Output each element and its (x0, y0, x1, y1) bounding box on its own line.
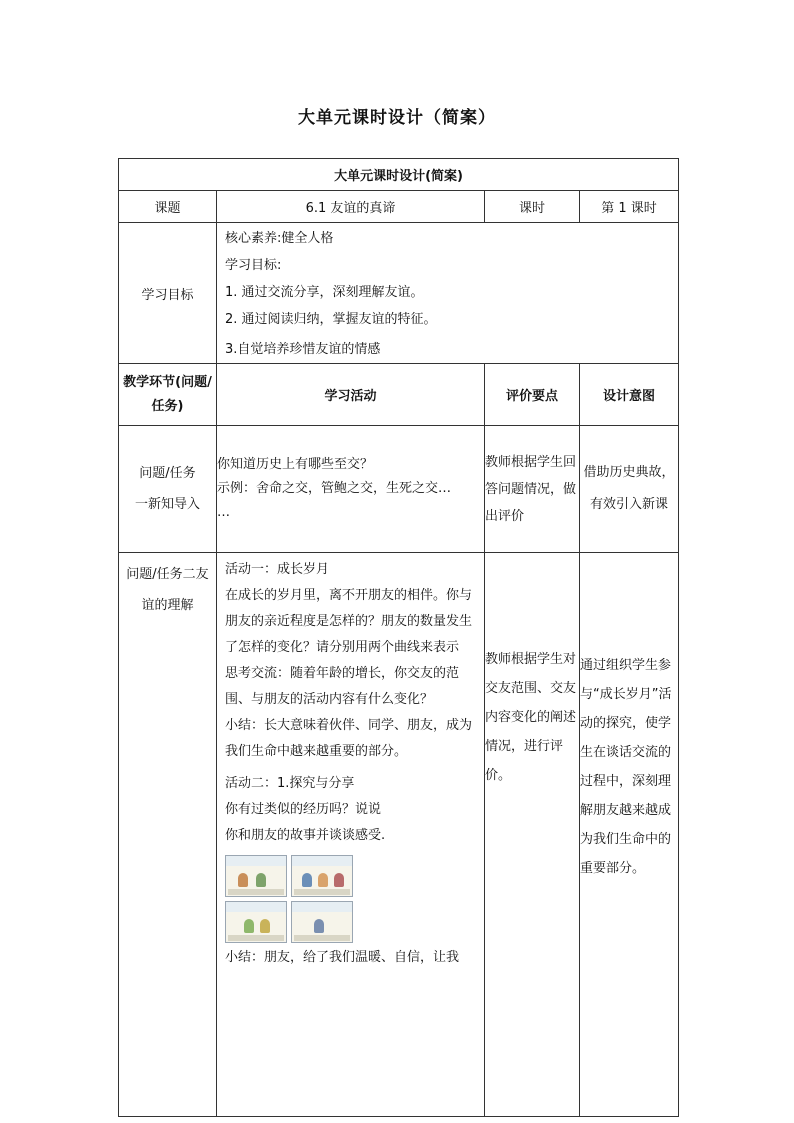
task1-line: … (217, 505, 230, 520)
table-caption: 大单元课时设计(简案) (119, 159, 679, 191)
task1-activity (217, 426, 485, 553)
task2-line: 你有过类似的经历吗？说说 (225, 802, 382, 817)
comic-panel-image (291, 855, 353, 897)
task2-line: 思考交流：随着年龄的增长，你交友的范围、与朋友的活动内容有什么变化？ (225, 666, 460, 707)
task1-line: 示例：舍命之交，管鲍之交，生死之交… (217, 481, 452, 496)
task2-label: 问题/任务二友谊的理解 (119, 553, 217, 1117)
task2-line: 小结：朋友，给了我们温暖、自信，让我 (225, 950, 460, 965)
task2-line: 在成长的岁月里，离不开朋友的相伴。你与朋友的亲近程度是怎样的？朋友的数量发生了怎样的变化？请分别用两个曲线来表示 (225, 588, 473, 655)
comic-strip-images (225, 855, 476, 943)
comic-panel-image (225, 901, 287, 943)
goals-content (217, 223, 679, 364)
comic-panel-image (225, 855, 287, 897)
goals-line: 核心素养:健全人格 (225, 231, 334, 246)
comic-panel-image (291, 901, 353, 943)
header-eval: 评价要点 (485, 364, 580, 426)
task2-line: 小结：长大意味着伙伴、同学、朋友，成为我们生命中越来越重要的部分。 (225, 718, 473, 759)
goals-line: 2. 通过阅读归纳，掌握友谊的特征。 (225, 312, 437, 327)
period-label: 课时 (485, 191, 580, 223)
task2-line: 活动二：1.探究与分享 (225, 776, 355, 791)
header-activity: 学习活动 (217, 364, 485, 426)
topic-value: 6.1 友谊的真谛 (217, 191, 485, 223)
page-title: 大单元课时设计（简案） (298, 108, 496, 128)
goals-line: 学习目标: (225, 258, 282, 273)
header-stage: 教学环节(问题/任务) (119, 364, 217, 426)
task1-design: 借助历史典故，有效引入新课 (580, 426, 679, 553)
topic-label: 课题 (119, 191, 217, 223)
period-value: 第 1 课时 (580, 191, 679, 223)
task2-line: 活动一：成长岁月 (225, 562, 330, 577)
task1-label: 问题/任务一新知导入 (119, 426, 217, 553)
header-design: 设计意图 (580, 364, 679, 426)
task1-line: 你知道历史上有哪些至交？ (217, 457, 374, 472)
task2-eval: 教师根据学生对交友范围、交友内容变化的阐述情况，进行评价。 (485, 553, 580, 1117)
task2-activity (217, 553, 485, 1117)
goals-line: 3.自觉培养珍惜友谊的情感 (225, 342, 381, 357)
goals-label: 学习目标 (119, 223, 217, 364)
task2-line: 你和朋友的故事并谈谈感受. (225, 828, 386, 843)
task1-eval: 教师根据学生回答问题情况，做出评价 (485, 426, 580, 553)
task2-design: 通过组织学生参与“成长岁月”活动的探究，使学生在谈话交流的过程中，深刻理解朋友越来越成为我们生命中的重要部分。 (580, 553, 679, 1117)
lesson-plan-table (118, 158, 679, 1117)
goals-line: 1. 通过交流分享，深刻理解友谊。 (225, 285, 424, 300)
